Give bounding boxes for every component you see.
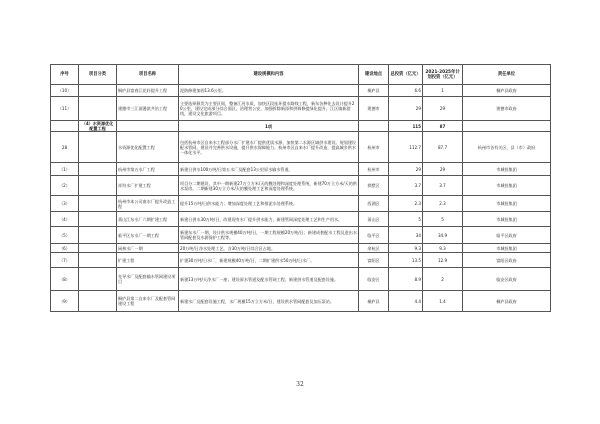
cell-location: 西湖区 xyxy=(359,196,389,212)
cell-name: 先导水厂及配套输水管网建设项目 xyxy=(117,268,179,291)
cell-unit: 建德市政府 xyxy=(463,97,551,121)
cell-plan: 2 xyxy=(423,268,463,291)
cell-location: 富阳区 xyxy=(359,253,389,268)
cell-category xyxy=(79,85,117,97)
cell-total: 6.6 xyxy=(389,85,423,97)
cell-plan: 3.7 xyxy=(423,176,463,196)
table-row xyxy=(51,253,551,268)
cell-no: 28 xyxy=(51,132,79,163)
page-number: 32 xyxy=(296,381,304,388)
cell-plan: 2.3 xyxy=(423,196,463,212)
cell-total: 2.3 xyxy=(389,196,423,212)
cell-category xyxy=(79,196,117,212)
cell-category xyxy=(79,97,117,121)
cell-name: 萧山江东水厂六期扩建工程 xyxy=(117,212,179,227)
cell-plan: 5 xyxy=(423,212,463,227)
cell-category xyxy=(79,291,117,312)
cell-total: 29 xyxy=(389,163,423,176)
cell-no: （5） xyxy=(51,227,79,244)
cell-location: 临安区 xyxy=(359,268,389,291)
cell-content: 包括杭州市区自来水工程部分水厂扩建水厂提供优质水源，加快第二水源区域供水建设。规划建设配水管网，建设并完善供水设施，提升供水保障能力。杭州市区自来水厂提升改造，提高城乡供水一体化水平。 xyxy=(179,132,359,163)
cell-no: （10） xyxy=(51,85,79,97)
cell-unit: 临安区政府 xyxy=(463,268,551,291)
cell-unit: 桐庐县政府 xyxy=(463,85,551,97)
cell-unit: 市城投集团 xyxy=(463,212,551,227)
cell-category: （4）水资源优化配置工程 xyxy=(79,121,117,132)
table-body xyxy=(51,85,551,312)
cell-name: 临平区东水厂一期工程 xyxy=(117,227,179,244)
cell-content: 20万吨/日净水处理工艺，含30万吨/日综合区占地。 xyxy=(179,244,359,253)
cell-location xyxy=(359,121,389,132)
cell-name: 桐庐县第二自来水厂及配套管网建设工程 xyxy=(117,291,179,312)
cell-location: 临平区 xyxy=(359,227,389,244)
cell-plan: 9.3 xyxy=(423,244,463,253)
cell-name: 桐庐县富春江花轩提升工程 xyxy=(117,85,179,97)
header-location: 建设地点 xyxy=(359,65,389,85)
cell-unit: 市城投集团 xyxy=(463,163,551,176)
cell-content: 项目分二期建设，其中一期新建27万立方米/天的膜处理和深度处理系统，新建70万立方米/天的供水泵房。二期新建30万立方米/天的膜处理工艺和深度处理系统。 xyxy=(179,176,359,196)
cell-total: 5 xyxy=(389,212,423,227)
table-row xyxy=(51,97,551,121)
cell-content: 新建日供水30万吨/日，改建现有水厂提升供水能力，新建管网深度处理工艺和生产用水。 xyxy=(179,212,359,227)
header-category: 项目分类 xyxy=(79,65,117,85)
cell-total: 112.7 xyxy=(389,132,423,163)
project-table xyxy=(50,64,551,312)
cell-location: 萧山区 xyxy=(359,212,389,227)
cell-no: （9） xyxy=(51,291,79,312)
cell-content: 新建日供水100万吨/日第五水厂及配套13公里原水输水管道。 xyxy=(179,163,359,176)
cell-location: 桐庐县 xyxy=(359,291,389,312)
cell-total: 3.7 xyxy=(389,176,423,196)
cell-name: 建德市三江面漫滨共治工程 xyxy=(117,97,179,121)
cell-name xyxy=(117,121,179,132)
table-row xyxy=(51,227,551,244)
table-row xyxy=(51,176,551,196)
table-row xyxy=(51,291,551,312)
cell-name: 水资源优化配置工程 xyxy=(117,132,179,163)
cell-location: 杭州市 xyxy=(359,163,389,176)
cell-unit: 桐庐县政府 xyxy=(463,291,551,312)
cell-plan: 12.9 xyxy=(423,253,463,268)
cell-no: （6） xyxy=(51,244,79,253)
cell-plan: 29 xyxy=(423,163,463,176)
cell-total: 8.9 xyxy=(389,268,423,291)
cell-location: 桐庐县 xyxy=(359,85,389,97)
cell-content: 新建水厂及配套设施工程，水厂规模15万立方米/日，建设供水管网配套及加压泵站。 xyxy=(179,291,359,312)
cell-no: （4） xyxy=(51,212,79,227)
cell-total: 115 xyxy=(389,121,423,132)
cell-name: 扩建工程 xyxy=(117,253,179,268)
table-row xyxy=(51,244,551,253)
cell-plan: 34.9 xyxy=(423,227,463,244)
cell-no: （1） xyxy=(51,163,79,176)
cell-unit xyxy=(463,121,551,132)
header-content: 建设规模和内容 xyxy=(179,65,359,85)
cell-unit: 临平区政府 xyxy=(463,227,551,244)
cell-category xyxy=(79,244,117,253)
cell-content: 新建13万吨/天净水厂一座；建设原水管道及配水管网工程，新建供水管道及配套设施。 xyxy=(179,268,359,291)
cell-total: 9.3 xyxy=(389,244,423,253)
header-unit: 责任单位 xyxy=(463,65,551,85)
table-row xyxy=(51,85,551,97)
cell-category xyxy=(79,132,117,163)
cell-total: 34 xyxy=(389,227,423,244)
cell-location: 建德市 xyxy=(359,97,389,121)
cell-no: （7） xyxy=(51,253,79,268)
cell-no: （8） xyxy=(51,268,79,291)
cell-unit: 市城投集团 xyxy=(463,244,551,253)
cell-name: 杭州市第五水厂工程 xyxy=(117,163,179,176)
header-plan: 2021-2025年计划投资（亿元） xyxy=(423,65,463,85)
cell-no: （2） xyxy=(51,176,79,196)
cell-category xyxy=(79,176,117,196)
cell-name: 闲林水厂一期 xyxy=(117,244,179,253)
cell-plan: 87.7 xyxy=(423,132,463,163)
table-row xyxy=(51,132,551,163)
cell-location: 拱墅区 xyxy=(359,176,389,196)
cell-category xyxy=(79,163,117,176)
cell-category xyxy=(79,253,117,268)
table-row xyxy=(51,268,551,291)
cell-name: 杭州市本公司南水厂提升改造工程 xyxy=(117,196,179,212)
cell-total: 13.5 xyxy=(389,253,423,268)
cell-unit: 市城投集团 xyxy=(463,196,551,212)
cell-content: 新建东水厂一期，设计供水规模40万吨/日，一期工程规模20万吨/日；新建成套配水工程及进出水管网配套及水源保护工程等。 xyxy=(179,227,359,244)
cell-no: （11） xyxy=(51,97,79,121)
cell-content: 主要选择源发为主要区间，整备江河水质，加快区段连环提水路线工程，新东各种化去设计提升20公里，建设完成部分综合面区，治理营公安，加强拆除新添和供调修提绿化提升，江区镇新游线，建设文化旅游项目。 xyxy=(179,97,359,121)
cell-unit: 市城投集团 xyxy=(463,176,551,196)
cell-content: 泥防修建加固13.6公里。 xyxy=(179,85,359,97)
table-row xyxy=(51,196,551,212)
cell-category xyxy=(79,227,117,244)
cell-no: （3） xyxy=(51,196,79,212)
cell-unit: 杭州市各有关区、县（市）政府 xyxy=(463,132,551,163)
cell-total: 29 xyxy=(389,97,423,121)
cell-location: 余杭区 xyxy=(359,244,389,253)
cell-location: 杭州市 xyxy=(359,132,389,163)
cell-unit: 富阳区政府 xyxy=(463,253,551,268)
cell-category xyxy=(79,268,117,291)
cell-plan: 1.4 xyxy=(423,291,463,312)
header-no: 序号 xyxy=(51,65,79,85)
cell-plan: 1 xyxy=(423,85,463,97)
cell-name: 祥符水厂扩建工程 xyxy=(117,176,179,196)
cell-content: 提升15万吨/日供水能力；增加深度处理工艺和排泥水处理系统。 xyxy=(179,196,359,212)
header-name: 项目名称 xyxy=(117,65,179,85)
table-row xyxy=(51,163,551,176)
cell-content: 1项 xyxy=(179,121,359,132)
header-total: 总投资（亿元） xyxy=(389,65,423,85)
cell-total: 4.4 xyxy=(389,291,423,312)
cell-content: 扩建30万吨/日水厂，新建规模40万吨/日，二期扩建供水50万吨/日水厂。 xyxy=(179,253,359,268)
section-row xyxy=(51,121,551,132)
cell-category xyxy=(79,212,117,227)
cell-no xyxy=(51,121,79,132)
table-row xyxy=(51,212,551,227)
cell-plan: 87 xyxy=(423,121,463,132)
cell-plan: 29 xyxy=(423,97,463,121)
table-header-row xyxy=(51,65,551,85)
